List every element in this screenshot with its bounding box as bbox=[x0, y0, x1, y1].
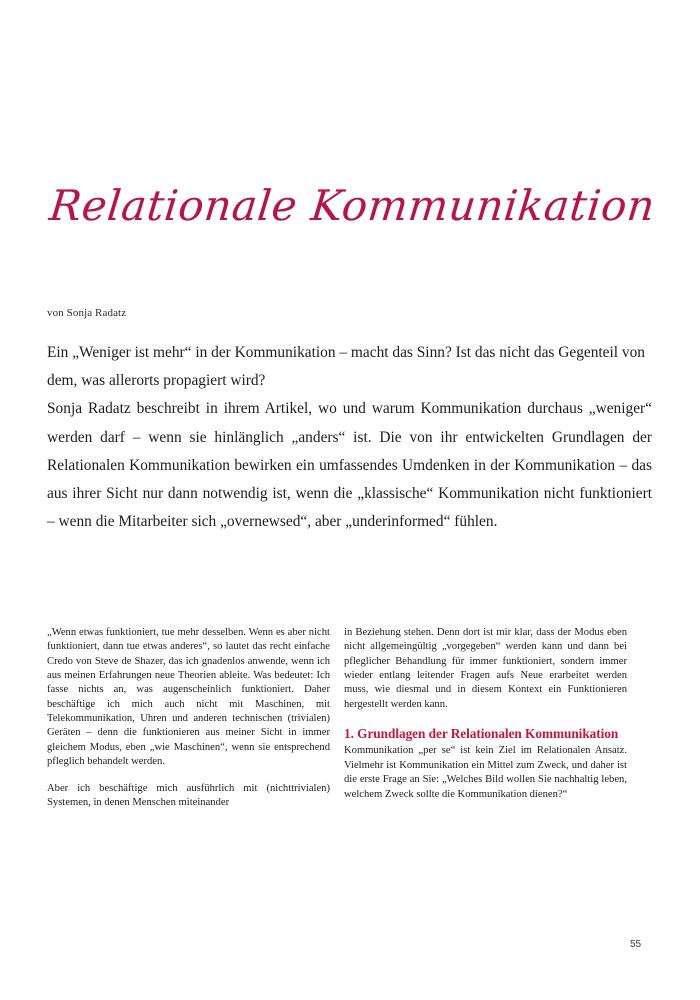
lead-paragraph-2: Sonja Radatz beschreibt in ihrem Artikel, wo und warum Kommunikation durchaus „weniger“ werden darf – wenn sie hinlänglich „anders“ ist. Die von ihr entwickelten Grundlagen der Relationalen Kommunikation bewirken ein umfassendes Umdenken in der Kommunikation – das aus ihrer Sicht nur dann notwendig ist, wenn die „klassische“ Kommunikation nicht funktioniert – wenn die Mitarbeiter sich „overnewsed“, aber „underinformed“ fühlen. bbox=[47, 400, 652, 531]
left-paragraph-2: Aber ich beschäftige mich ausführlich mit (nichttrivialen) Systemen, in denen Menschen miteinander bbox=[47, 782, 330, 809]
right-paragraph-2: Kommunikation „per se“ ist kein Ziel im Relationalen Ansatz. Vielmehr ist Kommunikation ein Mittel zum Zweck, und daher ist die erste Frage an Sie: „Welches Bild wollen Sie nachhaltig leben, welchem Zweck sollte die Kommunikation dienen?“ bbox=[344, 745, 627, 800]
body-columns bbox=[47, 626, 653, 896]
page-title: Relationale Kommunikation bbox=[47, 181, 658, 231]
section-heading-grundlagen: 1. Grundlagen der Relationalen Kommunikation bbox=[344, 726, 619, 742]
page-number: 55 bbox=[630, 939, 642, 950]
body-column-left bbox=[47, 626, 330, 811]
byline-author: von Sonja Radatz bbox=[47, 307, 127, 319]
right-paragraph-1: in Beziehung stehen. Denn dort ist mir klar, dass der Modus eben nicht allgemeingültig „vorgegeben“ werden kann und dann bei pfleglicher Behandlung für immer funktioniert, sondern immer wieder entlang leitender Fragen aufs Neue erarbeitet werden muss, wie diesmal und in diesem Kontext ein Funktionieren hergestellt werden kann. bbox=[344, 627, 627, 710]
lead-intro-block bbox=[47, 339, 652, 536]
lead-paragraph-1: Ein „Weniger ist mehr“ in der Kommunikation – macht das Sinn? Ist das nicht das Gegenteil von dem, was allerorts propagiert wird? bbox=[47, 344, 646, 390]
left-paragraph-1: „Wenn etwas funktioniert, tue mehr desselben. Wenn es aber nicht funktioniert, dann tue etwas anderes“, so lautet das recht einfache Credo von Steve de Shazer, das ich gnadenlos anwende, wenn ich aus meinen Erfahrungen neue Theorien ableite. Was bedeutet: Ich fasse nichts an, was augenscheinlich funktioniert. Daher beschäftige ich mich auch nicht mit Maschinen, mit Telekommunikation, Uhren und anderen technischen (trivialen) Geräten – denn die funktionieren aus meiner Sicht in immer gleichem Modus, eben „wie Maschinen“, wenn sie entsprechend pfleglich behandelt werden. bbox=[47, 627, 330, 768]
body-column-right bbox=[344, 626, 627, 802]
